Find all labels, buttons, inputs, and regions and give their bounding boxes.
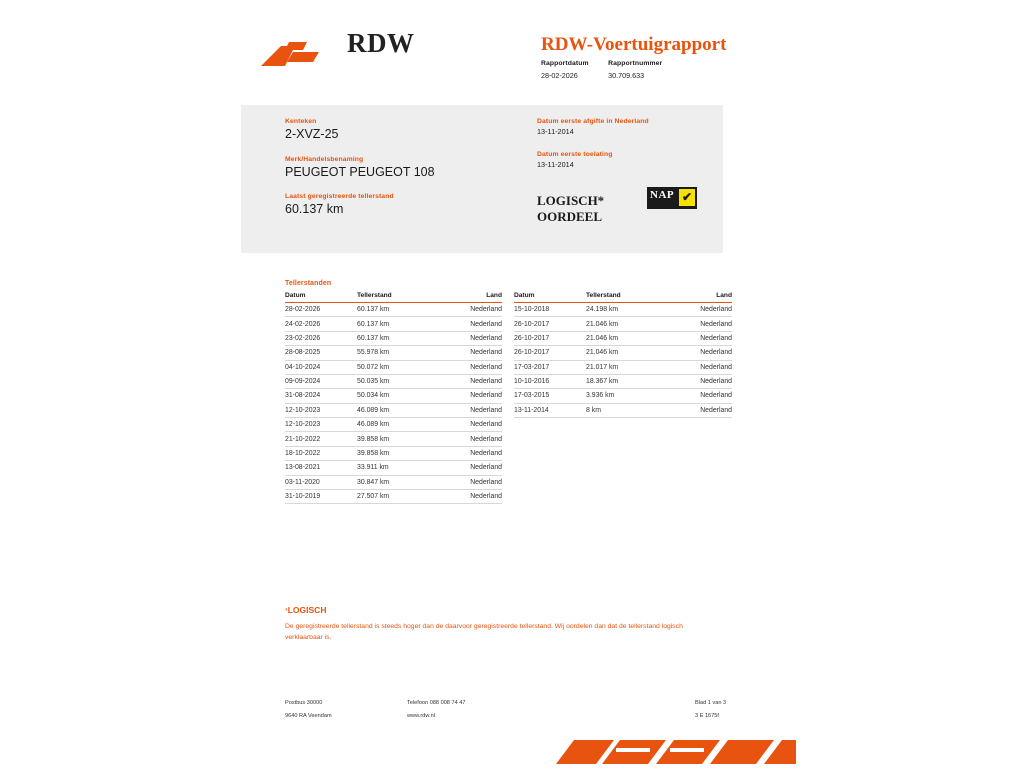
cell-land: Nederland xyxy=(437,303,502,317)
cell-land: Nederland xyxy=(666,360,732,374)
cell-datum: 28-08-2025 xyxy=(285,346,357,360)
report-date-value: 28-02-2026 xyxy=(541,71,578,80)
footer-doc-code: 3 E 1675f xyxy=(695,713,719,719)
cell-tellerstand: 18.367 km xyxy=(586,374,666,388)
column-header-datum: Datum xyxy=(285,292,357,303)
column-header-land: Land xyxy=(437,292,502,303)
cell-datum: 28-02-2026 xyxy=(285,303,357,317)
nap-badge-text: NAP xyxy=(650,189,675,201)
eerste-toelating-label: Datum eerste toelating xyxy=(537,151,613,159)
cell-tellerstand: 39.858 km xyxy=(357,446,437,460)
cell-tellerstand: 46.089 km xyxy=(357,418,437,432)
cell-tellerstand: 24.198 km xyxy=(586,303,666,317)
table-header-row xyxy=(514,292,732,303)
table-body-right xyxy=(514,303,732,418)
footer-address-line-1: Postbus 30000 xyxy=(285,700,323,706)
cell-datum: 10-10-2016 xyxy=(514,374,586,388)
vehicle-info-panel xyxy=(241,105,723,253)
eerste-toelating-value: 13-11-2014 xyxy=(537,160,574,170)
cell-datum: 12-10-2023 xyxy=(285,418,357,432)
report-number-label: Rapportnummer xyxy=(608,60,663,67)
cell-land: Nederland xyxy=(437,403,502,417)
cell-land: Nederland xyxy=(437,346,502,360)
merk-label: Merk/Handelsbenaming xyxy=(285,155,364,163)
cell-land: Nederland xyxy=(666,303,732,317)
oordeel-block xyxy=(537,193,604,226)
eerste-afgifte-label: Datum eerste afgifte in Nederland xyxy=(537,118,649,125)
cell-tellerstand: 60.137 km xyxy=(357,303,437,317)
table-row xyxy=(285,346,502,360)
cell-datum: 26-10-2017 xyxy=(514,331,586,345)
cell-tellerstand: 21.046 km xyxy=(586,346,666,360)
cell-datum: 26-10-2017 xyxy=(514,317,586,331)
footer-address-line-2: 9640 RA Veendam xyxy=(285,713,332,719)
cell-datum: 17-03-2015 xyxy=(514,389,586,403)
cell-datum: 13-08-2021 xyxy=(285,461,357,475)
cell-land: Nederland xyxy=(437,389,502,403)
table-row xyxy=(285,360,502,374)
laatste-tellerstand-label: Laatst geregistreerde tellerstand xyxy=(285,193,394,201)
table-body-left xyxy=(285,303,502,504)
cell-land: Nederland xyxy=(437,360,502,374)
table-row xyxy=(285,317,502,331)
cell-land: Nederland xyxy=(666,403,732,417)
report-number-block xyxy=(608,60,768,80)
cell-tellerstand: 60.137 km xyxy=(357,317,437,331)
report-meta xyxy=(541,60,921,80)
footer-page-info xyxy=(695,700,726,726)
table-row xyxy=(285,403,502,417)
cell-datum: 26-10-2017 xyxy=(514,346,586,360)
cell-tellerstand: 50.035 km xyxy=(357,374,437,388)
vehicle-info-left xyxy=(285,118,515,231)
cell-datum: 31-08-2024 xyxy=(285,389,357,403)
cell-tellerstand: 27.507 km xyxy=(357,489,437,503)
cell-tellerstand: 39.858 km xyxy=(357,432,437,446)
check-icon: ✔ xyxy=(679,189,695,206)
cell-land: Nederland xyxy=(666,374,732,388)
rdw-footer-graphic-icon xyxy=(556,736,796,768)
cell-land: Nederland xyxy=(437,317,502,331)
cell-land: Nederland xyxy=(437,331,502,345)
cell-tellerstand: 33.911 km xyxy=(357,461,437,475)
cell-datum: 18-10-2022 xyxy=(285,446,357,460)
cell-tellerstand: 50.072 km xyxy=(357,360,437,374)
table-row xyxy=(514,317,732,331)
tellerstanden-title: Tellerstanden xyxy=(285,280,332,287)
table-header-row xyxy=(285,292,502,303)
cell-land: Nederland xyxy=(437,446,502,460)
column-header-tellerstand: Tellerstand xyxy=(586,292,666,303)
column-header-datum: Datum xyxy=(514,292,586,303)
cell-datum: 04-10-2024 xyxy=(285,360,357,374)
cell-datum: 24-02-2026 xyxy=(285,317,357,331)
table-row xyxy=(514,403,732,417)
cell-datum: 09-09-2024 xyxy=(285,374,357,388)
footer-website[interactable]: www.rdw.nl xyxy=(407,713,435,719)
cell-land: Nederland xyxy=(437,475,502,489)
rdw-arrow-logo-icon xyxy=(259,40,321,70)
table-row xyxy=(514,389,732,403)
table-row xyxy=(285,418,502,432)
cell-tellerstand: 21.017 km xyxy=(586,360,666,374)
oordeel-line-1: LOGISCH* xyxy=(537,193,605,208)
cell-datum: 31-10-2019 xyxy=(285,489,357,503)
tellerstanden-table-left xyxy=(285,292,502,504)
tellerstanden-table-right xyxy=(514,292,732,418)
cell-land: Nederland xyxy=(437,489,502,503)
report-date-label: Rapportdatum xyxy=(541,60,589,67)
column-header-land: Land xyxy=(666,292,732,303)
cell-land: Nederland xyxy=(666,331,732,345)
footer-address xyxy=(285,700,332,726)
cell-land: Nederland xyxy=(437,374,502,388)
table-row xyxy=(285,489,502,503)
cell-land: Nederland xyxy=(666,389,732,403)
table-row xyxy=(285,331,502,345)
cell-tellerstand: 8 km xyxy=(586,403,666,417)
rdw-wordmark: RDW xyxy=(347,28,415,58)
cell-datum: 03-11-2020 xyxy=(285,475,357,489)
cell-land: Nederland xyxy=(666,317,732,331)
table-row xyxy=(285,461,502,475)
eerste-afgifte-value: 13-11-2014 xyxy=(537,127,574,136)
cell-land: Nederland xyxy=(437,418,502,432)
laatste-tellerstand-value: 60.137 km xyxy=(285,202,344,217)
footnote-title-text: LOGISCH xyxy=(287,605,327,615)
kenteken-label: Kenteken xyxy=(285,118,317,125)
nap-badge-icon xyxy=(647,187,697,209)
footnote-block xyxy=(285,605,715,643)
table-row xyxy=(514,360,732,374)
table-row xyxy=(514,346,732,360)
table-row xyxy=(285,432,502,446)
cell-tellerstand: 46.089 km xyxy=(357,403,437,417)
table-row xyxy=(514,374,732,388)
report-number-value: 30.709.633 xyxy=(608,71,645,80)
cell-datum: 21-10-2022 xyxy=(285,432,357,446)
footer-contact xyxy=(407,700,465,726)
cell-tellerstand: 21.046 km xyxy=(586,317,666,331)
cell-datum: 15-10-2018 xyxy=(514,303,586,317)
footnote-title xyxy=(285,605,715,615)
report-title: RDW-Voertuigrapport xyxy=(541,34,727,55)
table-row xyxy=(285,446,502,460)
cell-tellerstand: 50.034 km xyxy=(357,389,437,403)
oordeel-line-2: OORDEEL xyxy=(537,209,603,225)
cell-land: Nederland xyxy=(437,432,502,446)
cell-land: Nederland xyxy=(437,461,502,475)
rdw-logo xyxy=(259,22,459,80)
cell-tellerstand: 3.936 km xyxy=(586,389,666,403)
report-date-block xyxy=(541,60,606,80)
table-row xyxy=(514,331,732,345)
table-row xyxy=(285,374,502,388)
merk-value: PEUGEOT PEUGEOT 108 xyxy=(285,164,435,179)
cell-datum: 13-11-2014 xyxy=(514,403,586,417)
column-header-tellerstand: Tellerstand xyxy=(357,292,437,303)
cell-datum: 12-10-2023 xyxy=(285,403,357,417)
cell-datum: 17-03-2017 xyxy=(514,360,586,374)
cell-land: Nederland xyxy=(666,346,732,360)
cell-tellerstand: 21.046 km xyxy=(586,331,666,345)
kenteken-value: 2-XVZ-25 xyxy=(285,127,339,141)
cell-tellerstand: 60.137 km xyxy=(357,331,437,345)
footnote-star: * xyxy=(285,608,288,615)
document-header xyxy=(241,14,983,92)
cell-datum: 23-02-2026 xyxy=(285,331,357,345)
table-row xyxy=(285,303,502,317)
vehicle-info-right xyxy=(537,118,712,184)
table-row xyxy=(285,475,502,489)
cell-tellerstand: 30.847 km xyxy=(357,475,437,489)
footer-phone: Telefoon 088 008 74 47 xyxy=(407,700,466,706)
cell-tellerstand: 55.978 km xyxy=(357,346,437,360)
table-row xyxy=(514,303,732,317)
footnote-body: De geregistreerde tellerstand is steeds hoger dan de daarvoor geregistreerde tellerstand. Wij oordelen dan dat de tellerstand logisch verklaarbaar is. xyxy=(285,623,683,641)
footer-page-number: Blad 1 van 3 xyxy=(695,700,727,706)
table-row xyxy=(285,389,502,403)
